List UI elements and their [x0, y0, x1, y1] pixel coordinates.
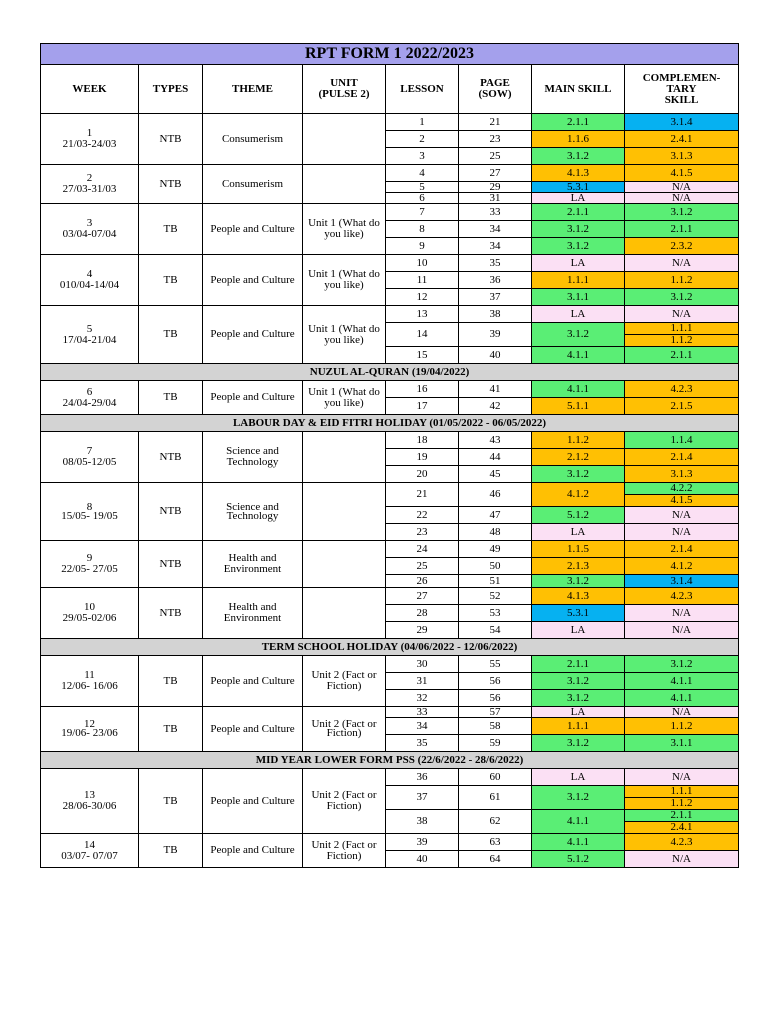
comp-skill-cell: 1.1.2 — [625, 798, 739, 810]
unit-cell — [303, 114, 386, 165]
comp-skill-cell: 3.1.4 — [625, 114, 739, 131]
theme-cell: Science and Technology — [203, 483, 303, 541]
lesson-cell: 25 — [386, 558, 459, 575]
lesson-cell: 5 — [386, 182, 459, 193]
header-row — [41, 65, 739, 114]
lesson-cell: 27 — [386, 588, 459, 605]
main-skill-cell: 3.1.2 — [532, 466, 625, 483]
page-cell: 37 — [459, 289, 532, 306]
week-dates: 28/06-30/06 — [62, 800, 117, 812]
comp-skill-cell: 3.1.3 — [625, 148, 739, 165]
page-cell: 47 — [459, 507, 532, 524]
comp-skill-cell: N/A — [625, 605, 739, 622]
page-cell: 63 — [459, 834, 532, 851]
page-cell: 45 — [459, 466, 532, 483]
comp-skill-cell: 1.1.2 — [625, 272, 739, 289]
theme-cell: Health and Environment — [203, 588, 303, 639]
type-cell: TB — [139, 306, 203, 364]
comp-skill-cell: N/A — [625, 193, 739, 204]
holiday-row — [41, 415, 739, 432]
page-cell: 59 — [459, 735, 532, 752]
type-cell: TB — [139, 204, 203, 255]
lesson-cell: 32 — [386, 690, 459, 707]
holiday-label: LABOUR DAY & EID FITRI HOLIDAY (01/05/2022 - 06/05/2022) — [41, 415, 739, 432]
type-cell: TB — [139, 769, 203, 834]
main-skill-cell: 3.1.2 — [532, 690, 625, 707]
main-skill-cell: 3.1.2 — [532, 673, 625, 690]
main-skill-cell: 4.1.2 — [532, 483, 625, 507]
main-skill-cell: 3.1.2 — [532, 238, 625, 255]
week-cell — [41, 381, 139, 415]
page-cell: 46 — [459, 483, 532, 507]
header-page: PAGE (SOW) — [459, 65, 532, 114]
week-cell — [41, 541, 139, 588]
lesson-cell: 13 — [386, 306, 459, 323]
lesson-cell: 15 — [386, 347, 459, 364]
table-row — [41, 165, 739, 182]
theme-cell: People and Culture — [203, 834, 303, 868]
page-cell: 39 — [459, 323, 532, 347]
header-types: TYPES — [139, 65, 203, 114]
page-cell: 27 — [459, 165, 532, 182]
comp-skill-cell: 2.1.1 — [625, 347, 739, 364]
main-skill-cell: 3.1.2 — [532, 786, 625, 810]
type-cell: NTB — [139, 588, 203, 639]
main-skill-cell: 5.1.2 — [532, 851, 625, 868]
main-skill-cell: 4.1.1 — [532, 834, 625, 851]
unit-cell: Unit 2 (Fact or Fiction) — [303, 656, 386, 707]
unit-cell: Unit 2 (Fact or Fiction) — [303, 834, 386, 868]
comp-skill-cell: 4.2.3 — [625, 834, 739, 851]
comp-skill-cell: 4.1.5 — [625, 495, 739, 507]
page-cell: 48 — [459, 524, 532, 541]
week-dates: 12/06- 16/06 — [61, 680, 118, 692]
comp-skill-cell: N/A — [625, 769, 739, 786]
type-cell: NTB — [139, 165, 203, 204]
comp-skill-cell: N/A — [625, 182, 739, 193]
lesson-cell: 3 — [386, 148, 459, 165]
week-dates: 27/03-31/03 — [62, 183, 117, 195]
main-skill-cell: 1.1.5 — [532, 541, 625, 558]
theme-cell: People and Culture — [203, 255, 303, 306]
main-skill-cell: 2.1.2 — [532, 449, 625, 466]
week-dates: 010/04-14/04 — [59, 279, 120, 291]
unit-cell — [303, 588, 386, 639]
week-cell — [41, 114, 139, 165]
lesson-cell: 23 — [386, 524, 459, 541]
week-number: 9 — [86, 552, 93, 564]
page-cell: 56 — [459, 673, 532, 690]
unit-cell: Unit 1 (What do you like) — [303, 204, 386, 255]
comp-skill-cell: N/A — [625, 524, 739, 541]
comp-skill-cell: 1.1.2 — [625, 718, 739, 735]
page-cell: 34 — [459, 238, 532, 255]
page-cell: 38 — [459, 306, 532, 323]
page-cell: 57 — [459, 707, 532, 718]
lesson-cell: 24 — [386, 541, 459, 558]
week-dates: 22/05- 27/05 — [61, 563, 118, 575]
main-skill-cell: 2.1.1 — [532, 114, 625, 131]
page-cell: 21 — [459, 114, 532, 131]
theme-cell: People and Culture — [203, 707, 303, 752]
week-dates: 15/05- 19/05 — [61, 509, 118, 522]
comp-skill-cell: 1.1.4 — [625, 432, 739, 449]
unit-cell: Unit 2 (Fact or Fiction) — [303, 707, 386, 752]
comp-skill-cell: 3.1.3 — [625, 466, 739, 483]
main-skill-cell: 1.1.1 — [532, 718, 625, 735]
table-row — [41, 255, 739, 272]
week-cell — [41, 165, 139, 204]
week-cell — [41, 306, 139, 364]
lesson-cell: 31 — [386, 673, 459, 690]
week-number: 6 — [86, 385, 93, 398]
page-cell: 53 — [459, 605, 532, 622]
week-cell — [41, 255, 139, 306]
theme-cell: People and Culture — [203, 656, 303, 707]
week-number: 13 — [84, 789, 95, 801]
comp-skill-cell: N/A — [625, 255, 739, 272]
comp-skill-cell: 1.1.1 — [625, 323, 739, 335]
main-skill-cell: 1.1.2 — [532, 432, 625, 449]
table-row — [41, 306, 739, 323]
table-row — [41, 381, 739, 398]
main-skill-cell: 5.3.1 — [532, 605, 625, 622]
page-cell: 33 — [459, 204, 532, 221]
page-cell: 43 — [459, 432, 532, 449]
unit-cell: Unit 1 (What do you like) — [303, 381, 386, 415]
theme-cell: People and Culture — [203, 381, 303, 415]
comp-skill-cell: N/A — [625, 851, 739, 868]
main-skill-cell: 5.1.2 — [532, 507, 625, 524]
type-cell: NTB — [139, 432, 203, 483]
page-cell: 51 — [459, 575, 532, 588]
comp-skill-cell: 2.3.2 — [625, 238, 739, 255]
page-cell: 34 — [459, 221, 532, 238]
comp-skill-cell: 4.2.2 — [625, 483, 739, 495]
comp-skill-cell: N/A — [625, 622, 739, 639]
page-cell: 64 — [459, 851, 532, 868]
main-skill-cell: LA — [532, 524, 625, 541]
type-cell: TB — [139, 834, 203, 868]
week-cell — [41, 483, 139, 541]
page-cell: 52 — [459, 588, 532, 605]
table-row — [41, 483, 739, 495]
main-skill-cell: 2.1.1 — [532, 656, 625, 673]
type-cell: NTB — [139, 114, 203, 165]
rpt-table — [40, 43, 739, 868]
table-row — [41, 432, 739, 449]
lesson-cell: 17 — [386, 398, 459, 415]
week-cell — [41, 432, 139, 483]
comp-skill-cell: 3.1.4 — [625, 575, 739, 588]
comp-skill-cell: 2.1.4 — [625, 541, 739, 558]
main-skill-cell: LA — [532, 193, 625, 204]
page-cell: 23 — [459, 131, 532, 148]
lesson-cell: 26 — [386, 575, 459, 588]
page-title: RPT FORM 1 2022/2023 — [41, 44, 739, 65]
main-skill-cell: 5.1.1 — [532, 398, 625, 415]
lesson-cell: 1 — [386, 114, 459, 131]
lesson-cell: 12 — [386, 289, 459, 306]
table-row — [41, 656, 739, 673]
lesson-cell: 29 — [386, 622, 459, 639]
comp-skill-cell: 4.2.3 — [625, 588, 739, 605]
week-number: 8 — [86, 500, 93, 513]
theme-cell: Health and Environment — [203, 541, 303, 588]
lesson-cell: 22 — [386, 507, 459, 524]
table-body — [41, 44, 739, 868]
lesson-cell: 38 — [386, 810, 459, 834]
week-number: 2 — [86, 172, 93, 184]
comp-skill-cell: N/A — [625, 306, 739, 323]
lesson-cell: 30 — [386, 656, 459, 673]
comp-skill-cell: 2.4.1 — [625, 822, 739, 834]
comp-skill-cell: 1.1.1 — [625, 786, 739, 798]
theme-cell: People and Culture — [203, 204, 303, 255]
main-skill-cell: 4.1.1 — [532, 810, 625, 834]
week-number: 10 — [84, 601, 95, 613]
main-skill-cell: 4.1.1 — [532, 347, 625, 364]
comp-skill-cell: 2.1.1 — [625, 810, 739, 822]
unit-cell: Unit 1 (What do you like) — [303, 306, 386, 364]
theme-cell: Consumerism — [203, 114, 303, 165]
page-cell: 49 — [459, 541, 532, 558]
week-number: 3 — [86, 217, 93, 229]
comp-skill-cell: 3.1.2 — [625, 656, 739, 673]
lesson-cell: 28 — [386, 605, 459, 622]
main-skill-cell: 4.1.1 — [532, 381, 625, 398]
week-dates: 19/06- 23/06 — [61, 727, 118, 739]
lesson-cell: 7 — [386, 204, 459, 221]
lesson-cell: 36 — [386, 769, 459, 786]
header-unit: UNIT (PULSE 2) — [303, 65, 386, 114]
week-cell — [41, 656, 139, 707]
week-dates: 17/04-21/04 — [62, 333, 117, 346]
header-theme: THEME — [203, 65, 303, 114]
lesson-cell: 20 — [386, 466, 459, 483]
type-cell: NTB — [139, 541, 203, 588]
main-skill-cell: 3.1.2 — [532, 735, 625, 752]
main-skill-cell: 3.1.2 — [532, 323, 625, 347]
week-dates: 03/07- 07/07 — [61, 849, 118, 862]
header-main-skill: MAIN SKILL — [532, 65, 625, 114]
holiday-label: NUZUL AL-QURAN (19/04/2022) — [41, 364, 739, 381]
comp-skill-cell: 3.1.2 — [625, 289, 739, 306]
page-cell: 60 — [459, 769, 532, 786]
page-cell: 58 — [459, 718, 532, 735]
lesson-cell: 8 — [386, 221, 459, 238]
page-cell: 41 — [459, 381, 532, 398]
main-skill-cell: 3.1.1 — [532, 289, 625, 306]
unit-cell — [303, 483, 386, 541]
main-skill-cell: 2.1.1 — [532, 204, 625, 221]
type-cell: TB — [139, 656, 203, 707]
page-cell: 31 — [459, 193, 532, 204]
main-skill-cell: LA — [532, 255, 625, 272]
main-skill-cell: 3.1.2 — [532, 148, 625, 165]
week-dates: 29/05-02/06 — [62, 612, 117, 624]
type-cell: TB — [139, 707, 203, 752]
page-cell: 62 — [459, 810, 532, 834]
theme-cell: People and Culture — [203, 769, 303, 834]
table-row — [41, 707, 739, 718]
header-week: WEEK — [41, 65, 139, 114]
comp-skill-cell: 3.1.2 — [625, 204, 739, 221]
table-row — [41, 769, 739, 786]
holiday-label: MID YEAR LOWER FORM PSS (22/6/2022 - 28/6/2022) — [41, 752, 739, 769]
header-comp-skill: COMPLEMEN- TARY SKILL — [625, 65, 739, 114]
week-number: 7 — [86, 445, 93, 457]
main-skill-cell: 1.1.6 — [532, 131, 625, 148]
lesson-cell: 40 — [386, 851, 459, 868]
lesson-cell: 21 — [386, 483, 459, 507]
lesson-cell: 14 — [386, 323, 459, 347]
page-cell: 40 — [459, 347, 532, 364]
page-cell: 54 — [459, 622, 532, 639]
main-skill-cell: LA — [532, 769, 625, 786]
lesson-cell: 18 — [386, 432, 459, 449]
holiday-row — [41, 639, 739, 656]
lesson-cell: 4 — [386, 165, 459, 182]
lesson-cell: 34 — [386, 718, 459, 735]
type-cell: TB — [139, 255, 203, 306]
comp-skill-cell: 4.1.1 — [625, 673, 739, 690]
week-cell — [41, 204, 139, 255]
main-skill-cell: 3.1.2 — [532, 221, 625, 238]
title-row — [41, 44, 739, 65]
lesson-cell: 39 — [386, 834, 459, 851]
lesson-cell: 37 — [386, 786, 459, 810]
comp-skill-cell: 2.1.1 — [625, 221, 739, 238]
week-number: 14 — [84, 838, 95, 851]
unit-cell: Unit 1 (What do you like) — [303, 255, 386, 306]
week-cell — [41, 769, 139, 834]
week-dates: 21/03-24/03 — [62, 138, 117, 150]
lesson-cell: 19 — [386, 449, 459, 466]
lesson-cell: 35 — [386, 735, 459, 752]
comp-skill-cell: 2.4.1 — [625, 131, 739, 148]
table-row — [41, 834, 739, 851]
page-cell: 44 — [459, 449, 532, 466]
unit-cell: Unit 2 (Fact or Fiction) — [303, 769, 386, 834]
lesson-cell: 33 — [386, 707, 459, 718]
header-lesson: LESSON — [386, 65, 459, 114]
table-row — [41, 588, 739, 605]
page-cell: 29 — [459, 182, 532, 193]
main-skill-cell: 5.3.1 — [532, 182, 625, 193]
week-number: 1 — [86, 127, 93, 139]
comp-skill-cell: 4.2.3 — [625, 381, 739, 398]
comp-skill-cell: 4.1.1 — [625, 690, 739, 707]
comp-skill-cell: 4.1.2 — [625, 558, 739, 575]
unit-cell — [303, 541, 386, 588]
week-number: 11 — [84, 669, 95, 681]
main-skill-cell: 4.1.3 — [532, 588, 625, 605]
main-skill-cell: LA — [532, 707, 625, 718]
page-cell: 42 — [459, 398, 532, 415]
lesson-cell: 10 — [386, 255, 459, 272]
type-cell: NTB — [139, 483, 203, 541]
week-dates: 08/05-12/05 — [62, 456, 117, 468]
page-cell: 36 — [459, 272, 532, 289]
week-number: 4 — [86, 268, 93, 280]
unit-cell — [303, 165, 386, 204]
lesson-cell: 6 — [386, 193, 459, 204]
main-skill-cell: 3.1.2 — [532, 575, 625, 588]
lesson-cell: 11 — [386, 272, 459, 289]
week-number: 5 — [86, 322, 93, 335]
main-skill-cell: LA — [532, 306, 625, 323]
main-skill-cell: 2.1.3 — [532, 558, 625, 575]
week-dates: 03/04-07/04 — [62, 228, 117, 240]
page-cell: 25 — [459, 148, 532, 165]
page-cell: 35 — [459, 255, 532, 272]
week-cell — [41, 707, 139, 752]
theme-cell: People and Culture — [203, 306, 303, 364]
lesson-cell: 2 — [386, 131, 459, 148]
week-dates: 24/04-29/04 — [62, 396, 117, 409]
theme-cell: Consumerism — [203, 165, 303, 204]
comp-skill-cell: 4.1.5 — [625, 165, 739, 182]
type-cell: TB — [139, 381, 203, 415]
page-cell: 55 — [459, 656, 532, 673]
unit-cell — [303, 432, 386, 483]
comp-skill-cell: 3.1.1 — [625, 735, 739, 752]
holiday-label: TERM SCHOOL HOLIDAY (04/06/2022 - 12/06/2022) — [41, 639, 739, 656]
page-cell: 56 — [459, 690, 532, 707]
page-cell: 61 — [459, 786, 532, 810]
comp-skill-cell: 2.1.4 — [625, 449, 739, 466]
comp-skill-cell: 1.1.2 — [625, 335, 739, 347]
theme-cell: Science and Technology — [203, 432, 303, 483]
table-row — [41, 114, 739, 131]
comp-skill-cell: N/A — [625, 507, 739, 524]
table-row — [41, 204, 739, 221]
comp-skill-cell: 2.1.5 — [625, 398, 739, 415]
lesson-cell: 9 — [386, 238, 459, 255]
table-row — [41, 541, 739, 558]
comp-skill-cell: N/A — [625, 707, 739, 718]
main-skill-cell: LA — [532, 622, 625, 639]
week-cell — [41, 588, 139, 639]
holiday-row — [41, 364, 739, 381]
lesson-cell: 16 — [386, 381, 459, 398]
week-cell — [41, 834, 139, 868]
page-cell: 50 — [459, 558, 532, 575]
week-number: 12 — [84, 718, 95, 730]
holiday-row — [41, 752, 739, 769]
main-skill-cell: 1.1.1 — [532, 272, 625, 289]
main-skill-cell: 4.1.3 — [532, 165, 625, 182]
